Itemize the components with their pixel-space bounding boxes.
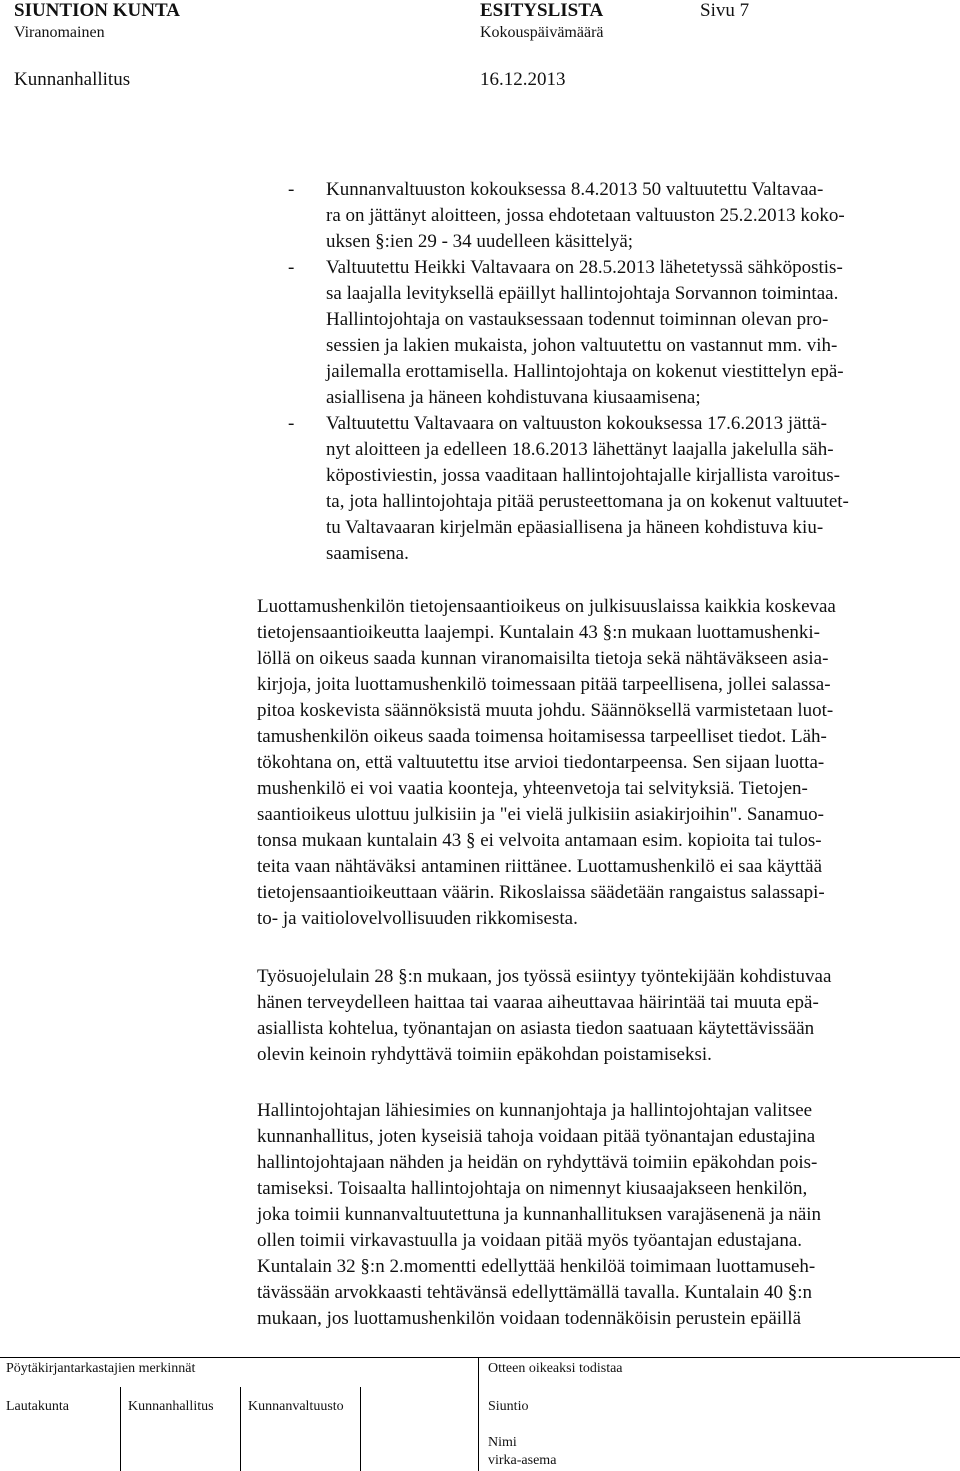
list-line: Valtuutettu Heikki Valtavaara on 28.5.2013 lähetetyssä sähköpostis- <box>326 257 843 278</box>
footer-col-divider <box>240 1387 241 1471</box>
body-name: Kunnanhallitus <box>14 69 131 90</box>
paragraph-line: tamiseksi. Toisaalta hallintojohtaja on nimennyt kiusaajakseen henkilön, <box>257 1178 808 1199</box>
board-label: Lautakunta <box>6 1399 69 1414</box>
paragraph-line: tökohtana on, että valtuutettu itse arvioi tiedontarpeensa. Sen sijaan luotta- <box>257 752 825 773</box>
certified-copy-label: Otteen oikeaksi todistaa <box>488 1361 623 1376</box>
name-label: Nimi <box>488 1435 517 1450</box>
list-line: saamisena. <box>326 543 409 564</box>
list-line: jailemalla erottamisella. Hallintojohtaja on kokenut viestittelyn epä- <box>326 361 844 382</box>
footer-col-divider <box>120 1387 121 1471</box>
page-number: Sivu 7 <box>700 0 750 21</box>
paragraph-line: kirjoja, joita luottamushenkilö toimessaan pitää tarpeellisena, jollei salassa- <box>257 674 831 695</box>
paragraph-line: Työsuojelulain 28 §:n mukaan, jos työssä esiintyy työntekijään kohdistuvaa <box>257 966 832 987</box>
place-label: Siuntio <box>488 1399 529 1414</box>
paragraph-line: löllä on oikeus saada kunnan viranomaisilta tietoja sekä nähtäväkseen asia- <box>257 648 829 669</box>
meeting-date: 16.12.2013 <box>480 69 566 90</box>
paragraph-line: olevin keinoin ryhdyttävä toimiin epäkohdan poistamiseksi. <box>257 1044 712 1065</box>
paragraph-line: asiallista kohtelua, työnantajan on asiasta tiedon saatuaan käytettävissään <box>257 1018 815 1039</box>
list-line: sa laajalla levityksellä epäillyt hallintojohtaja Sorvannon toimintaa. <box>326 283 839 304</box>
authority-label: Viranomainen <box>14 24 105 41</box>
list-line: Valtuutettu Valtavaara on valtuuston kokouksessa 17.6.2013 jättä- <box>326 413 827 434</box>
paragraph-line: Luottamushenkilön tietojensaantioikeus on julkisuuslaissa kaikkia koskevaa <box>257 596 836 617</box>
paragraph-line: tietojensaantioikeutta laajempi. Kuntalain 43 §:n mukaan luottamushenki- <box>257 622 820 643</box>
paragraph-line: to- ja vaitiolovelvollisuuden rikkomisesta. <box>257 908 578 929</box>
list-dash: - <box>288 413 295 434</box>
list-line: köpostiviestin, jossa vaaditaan hallintojohtajalle kirjallista varoitus- <box>326 465 840 486</box>
footer-top-rule <box>0 1357 960 1358</box>
list-line: Hallintojohtaja on vastauksessaan todennut toiminnan olevan pro- <box>326 309 829 330</box>
list-line: Kunnanvaltuuston kokouksessa 8.4.2013 50 valtuutettu Valtavaa- <box>326 179 824 200</box>
reviewer-notes-label: Pöytäkirjantarkastajien merkinnät <box>6 1361 196 1376</box>
list-line: ra on jättänyt aloitteen, jossa ehdotetaan valtuuston 25.2.2013 koko- <box>326 205 845 226</box>
list-line: asiallisena ja häneen kohdistuvana kiusaamisena; <box>326 387 701 408</box>
paragraph-line: Kuntalain 32 §:n 2.momentti edellyttää henkilöä toimimaan luottamuseh- <box>257 1256 816 1277</box>
list-dash: - <box>288 257 295 278</box>
paragraph-line: mushenkilö ei voi vaatia koonteja, yhteenvetoja tai selvityksiä. Tietojen- <box>257 778 808 799</box>
list-dash: - <box>288 179 295 200</box>
paragraph-line: tietojensaantioikeuttaan väärin. Rikoslaissa säädetään rangaistus salassapi- <box>257 882 825 903</box>
paragraph-line: tamushenkilön oikeus saada toimensa hoitamisessa tarpeelliset tiedot. Läh- <box>257 726 827 747</box>
list-line: nyt aloitteen ja edelleen 18.6.2013 lähettänyt laajalla jakelulla säh- <box>326 439 834 460</box>
paragraph-line: mukaan, jos luottamushenkilön voidaan todennäköisin perustein epäillä <box>257 1308 802 1329</box>
meeting-date-label: Kokouspäivämäärä <box>480 24 604 41</box>
paragraph-line: hallintojohtajaan nähden ja heidän on ryhdyttävä toimiin epäkohdan pois- <box>257 1152 818 1173</box>
paragraph-line: ollen toimii virkavastuulla ja voidaan pitää myös työantajan edustajana. <box>257 1230 803 1251</box>
paragraph-line: hänen terveydelleen haittaa tai vaaraa aiheuttavaa häirintää tai muuta epä- <box>257 992 819 1013</box>
footer-divider <box>478 1357 479 1471</box>
paragraph-line: joka toimii kunnanvaltuutettuna ja kunnanhallituksen varajäsenenä ja näin <box>257 1204 822 1225</box>
position-label: virka-asema <box>488 1453 557 1468</box>
list-line: sessien ja lakien mukaista, johon valtuutettu on vastannut mm. vih- <box>326 335 838 356</box>
council-executive-label: Kunnanhallitus <box>128 1399 214 1414</box>
paragraph-line: tävässään arvokkaasti tehtävänsä edellyttämällä tavalla. Kuntalain 40 §:n <box>257 1282 813 1303</box>
signature-footer <box>0 1357 960 1471</box>
document-type: ESITYSLISTA <box>480 0 604 21</box>
paragraph-line: teita vaan nähtäväksi antaminen riittänee. Luottamushenkilö ei saa käyttää <box>257 856 823 877</box>
paragraph-line: kunnanhallitus, joten kyseisiä tahoja voidaan pitää työnantajan edustajina <box>257 1126 816 1147</box>
paragraph-line: saantioikeus ulottuu julkisiin ja "ei vielä julkisiin asiakirjoihin". Sanamuo- <box>257 804 824 825</box>
list-line: uksen §:ien 29 - 34 uudelleen käsittelyä; <box>326 231 634 252</box>
footer-col-divider <box>360 1387 361 1471</box>
paragraph-line: Hallintojohtajan lähiesimies on kunnanjohtaja ja hallintojohtajan valitsee <box>257 1100 813 1121</box>
paragraph-line: tonsa mukaan kuntalain 43 § ei velvoita antamaan esim. kopioita tai tulos- <box>257 830 822 851</box>
organization-name: SIUNTION KUNTA <box>14 0 180 21</box>
municipal-council-label: Kunnanvaltuusto <box>248 1399 344 1414</box>
paragraph-line: pitoa koskevista säännöksistä muuta johdu. Säännöksellä varmistetaan luot- <box>257 700 834 721</box>
list-line: ta, jota hallintojohtaja pitää perusteettomana ja on kokenut valtuutet- <box>326 491 849 512</box>
list-line: tu Valtavaaran kirjelmän epäasiallisena ja häneen kohdistuva kiu- <box>326 517 824 538</box>
